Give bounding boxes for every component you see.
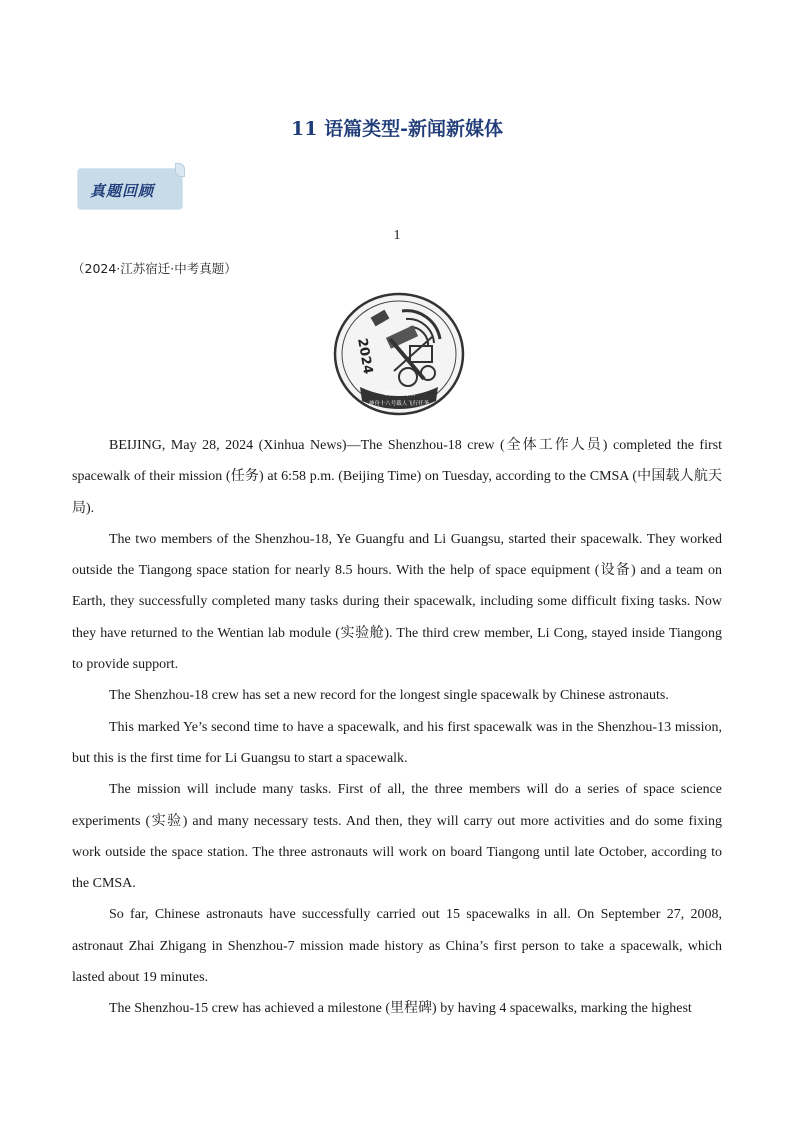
mission-stamp-image [332,291,466,417]
question-source: （2024·江苏宿迁·中考真题） [72,261,237,276]
article-paragraph: BEIJING, May 28, 2024 (Xinhua News)—The Shenzhou-18 crew (全体工作人员) completed the first spacewalk of their mission (任务) at 6:58 p.m. (Beijing Time) on Tuesday, according to the CMSA (中国载人航天局). [72,438,722,516]
article-paragraph: The mission will include many tasks. First of all, the three members will do a series of space science experiments (实验) and many necessary tests. And then, they will carry out more activities and do some fixing work outside the space station. The three astronauts will work on board Tiangong until late October, according to the CMSA. [72,782,722,892]
article-paragraph: The Shenzhou-18 crew has set a new record for the longest single spacewalk by Chinese astronauts. [109,688,669,704]
question-number: 1 [393,228,401,243]
page-title: 11 语篇类型-新闻新媒体 [291,118,503,140]
stamp-caption-top: 中国空间站 [382,389,416,397]
article-paragraph: So far, Chinese astronauts have successfully carried out 15 spacewalks in all. On September 27, 2008, astronaut Zhai Zhigang in Shenzhou-7 mission made history as China’s first person to take a spacewalk, which lasted about 19 minutes. [72,907,722,986]
article-body [72,430,722,1025]
stamp-caption-bottom: 神舟十八号载人飞行任务 [368,401,430,407]
article-paragraph: The Shenzhou-15 crew has achieved a milestone (里程碑) by having 4 spacewalks, marking the highest [109,1001,692,1017]
section-tag-label: 真题回顾 [90,182,155,200]
stamp-year-text: 2024 [354,337,376,376]
page-curl-icon [175,163,185,177]
section-tag [78,163,183,209]
article-paragraph: This marked Ye’s second time to have a spacewalk, and his first spacewalk was in the Shenzhou-13 mission, but this is the first time for Li Guangsu to start a spacewalk. [72,719,722,766]
article-paragraph: The two members of the Shenzhou-18, Ye Guangfu and Li Guangsu, started their spacewalk. They worked outside the Tiangong space station for nearly 8.5 hours. With the help of space equipment (设备) and a team on Earth, they successfully completed many tasks during their spacewalk, including some difficult fixing tasks. Now they have returned to the Wentian lab module (实验舱). The third crew member, Li Cong, stayed inside Tiangong to provide support. [72,531,722,673]
